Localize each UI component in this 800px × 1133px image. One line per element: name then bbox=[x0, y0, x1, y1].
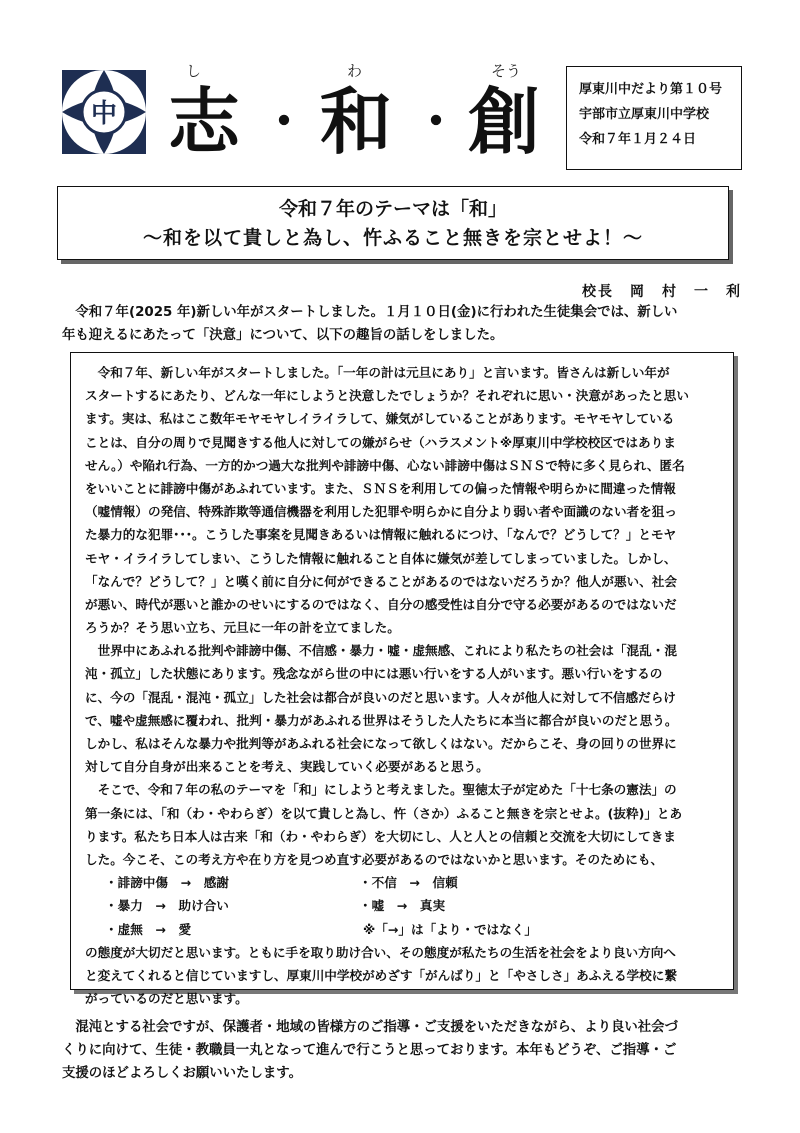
title-char-1: 志 bbox=[168, 79, 241, 164]
title-ruby-2: わ bbox=[347, 62, 363, 80]
issue-date: 令和７年１月２４日 bbox=[579, 132, 697, 147]
newsletter-title bbox=[160, 78, 560, 168]
title-separator-2: ・ bbox=[412, 94, 461, 150]
speech-line: の態度が大切だと思います。ともに手を取り助け合い、その態度が私たちの生活を社会をより良い方向へ bbox=[85, 944, 676, 960]
issue-info-box bbox=[566, 66, 742, 170]
value-pair-row bbox=[85, 894, 689, 917]
speech-line: （嘘情報）の発信、特殊詐欺等通信機器を利用した犯罪や明らかに自分より弱い者や面識のない者を狙っ bbox=[85, 504, 677, 520]
closing-line: 支援のほどよろしくお願いいたします。 bbox=[62, 1066, 302, 1081]
speech-line: 世界中にあふれる批判や誹謗中傷、不信感・暴力・嘘・虚無感、これにより私たちの社会は「混乱・混 bbox=[85, 643, 677, 659]
issue-number: 厚東川中だより第１０号 bbox=[579, 82, 723, 97]
theme-box bbox=[57, 186, 729, 260]
speech-line: 対して自分自身が出来ることを考え、実践していく必要があると思う。 bbox=[85, 759, 489, 775]
principal-name: 校長 岡 村 一 利 bbox=[582, 284, 742, 300]
value-pair-left: ・誹謗中傷 → 感謝 bbox=[105, 875, 229, 891]
speech-line: した。今こそ、この考え方や在り方を見つめ直す必要があるのではないかと思います。そのためにも、 bbox=[85, 851, 664, 867]
speech-line: た暴力的な犯罪･･･。こうした事案を見聞きあるいは情報に触れるにつけ、「なんで？どうして？」とモヤ bbox=[85, 527, 677, 543]
arrow-note: ※「→」は「より・ではなく」 bbox=[363, 921, 537, 937]
speech-line: モヤ・イライラしてしまい、こうした情報に触れること自体に嫌気が差してしまっていました。しかし、 bbox=[85, 550, 677, 566]
speech-line: に、今の「混乱・混沌・孤立」した社会は都合が良いのだと思います。人々が他人に対して不信感だらけ bbox=[85, 689, 676, 705]
intro-line: 令和７年(2025 年)新しい年がスタートしました。１月１０日(金)に行われた生徒集会では、新しい bbox=[62, 305, 678, 320]
speech-line: 「なんで？どうして？」と嘆く前に自分に何ができることがあるのではないだろうか？他人が悪い、社会 bbox=[85, 573, 677, 589]
value-pair-left: ・虚無 → 愛 bbox=[105, 921, 192, 937]
speech-line: が悪い、時代が悪いと誰かのせいにするのではなく、自分の感受性は自分で守る必要があるのではないだ bbox=[85, 596, 677, 612]
closing-paragraph bbox=[62, 1016, 678, 1085]
title-ruby-3: そう bbox=[491, 62, 522, 80]
speech-line: スタートするにあたり、どんな一年にしようと決意したでしょうか？それぞれに思い・決意があったと思い bbox=[85, 388, 689, 404]
logo-text: 中 bbox=[90, 99, 118, 129]
title-ruby-1: し bbox=[186, 62, 202, 80]
title-char-2: 和 bbox=[320, 79, 393, 164]
speech-line: をいいことに誹謗中傷があふれています。また、ＳＮＳを利用しての偏った情報や明らかに間違った情報 bbox=[85, 480, 676, 496]
school-logo bbox=[58, 66, 150, 158]
title-separator-1: ・ bbox=[260, 94, 309, 150]
title-char-3: 創 bbox=[468, 79, 541, 164]
value-pair-row bbox=[85, 918, 689, 941]
speech-line: ます。実は、私はここ数年モヤモヤしイライラして、嫌気がしていることがあります。モヤモヤしている bbox=[85, 411, 675, 427]
speech-line: ことは、自分の周りで見聞きする他人に対しての嫌がらせ（ハラスメント※厚東川中学校校区ではありま bbox=[85, 434, 676, 450]
speech-line: 令和７年、新しい年がスタートしました。「一年の計は元旦にあり」と言います。皆さんは新しい年が bbox=[85, 365, 670, 380]
value-pair-right: ・不信 → 信頼 bbox=[359, 875, 458, 891]
theme-subtitle: ～和を以て貴しと為し、忤ふること無きを宗とせよ！～ bbox=[142, 227, 643, 249]
speech-line: せん。）や陥れ行為、一方的かつ過大な批判や誹謗中傷、心ない誹謗中傷はＳＮＳで特に多く見られ、匿名 bbox=[85, 457, 685, 473]
speech-line: そこで、令和７年の私のテーマを「和」にしようと考えました。聖徳太子が定めた「十七条の憲法」の bbox=[85, 782, 677, 798]
speech-line: ろうか？そう思い立ち、元旦に一年の計を立てました。 bbox=[85, 620, 400, 636]
value-pair-row bbox=[85, 871, 689, 894]
speech-line: しかし、私はそんな暴力や批判等があふれる社会になって欲しくはない。だからこそ、身の回りの世界に bbox=[85, 736, 677, 751]
closing-line: くりに向けて、生徒・教職員一丸となって進んで行こうと思っております。本年もどうぞ、ご指導・ご bbox=[62, 1043, 677, 1058]
speech-line: と変えてくれると信じていますし、厚東川中学校がめざす「がんばり」と「やさしさ」あふえる学校に繋 bbox=[85, 967, 677, 983]
speech-box bbox=[70, 352, 734, 1007]
value-pair-left: ・暴力 → 助け合い bbox=[105, 898, 229, 914]
closing-line: 混沌とする社会ですが、保護者・地域の皆様方のご指導・ご支援をいただきながら、より良い社会づ bbox=[62, 1020, 678, 1035]
school-name: 宇部市立厚東川中学校 bbox=[579, 107, 710, 122]
theme-title: 令和７年のテーマは「和」 bbox=[278, 198, 507, 220]
speech-line: ります。私たち日本人は古来「和（わ・やわらぎ）を大切にし、人と人との信頼と交流を大切にしてきま bbox=[85, 828, 676, 844]
speech-line: で、嘘や虚無感に覆われ、批判・暴力があふれる世界はそうした人たちに本当に都合が良いのだと思う。 bbox=[85, 712, 678, 728]
value-pair-right: ・嘘 → 真実 bbox=[359, 898, 446, 914]
school-emblem-icon bbox=[58, 66, 150, 158]
speech-line: がっているのだと思います。 bbox=[85, 991, 248, 1007]
intro-line: 年も迎えるにあたって「決意」について、以下の趣旨の話しをしました。 bbox=[62, 328, 504, 343]
speech-line: 第一条には、「和（わ・やわらぎ）を以て貴しと為し、忤（さか）ふること無きを宗とせよ。(抜粋)」とあ bbox=[85, 805, 683, 821]
speech-text bbox=[85, 361, 689, 1010]
speech-line: 沌・孤立」した状態にあります。残念ながら世の中には悪い行いをする人がいます。悪い行いをするの bbox=[85, 666, 663, 682]
intro-paragraph bbox=[62, 301, 677, 347]
